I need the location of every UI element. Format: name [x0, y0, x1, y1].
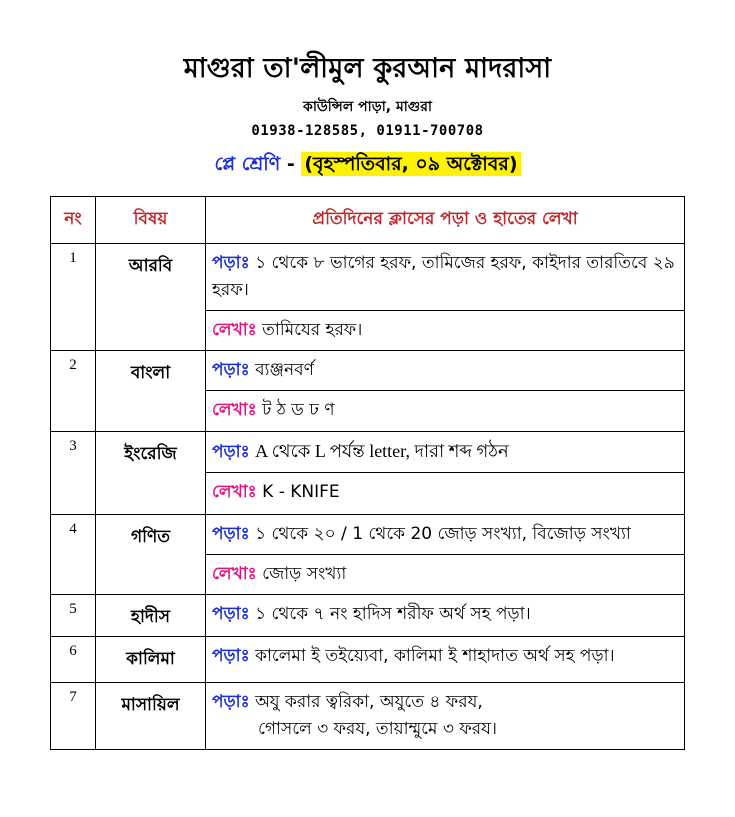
row-number: 4 [51, 515, 96, 595]
read-label: পড়াঃ [212, 524, 250, 544]
row-subject: বাংলা [96, 351, 206, 432]
row-subject: কালিমা [96, 637, 206, 683]
read-label: পড়াঃ [212, 253, 250, 273]
write-label: লেখাঃ [212, 320, 257, 340]
read-text: ব্যঞ্জনবর্ণ [255, 360, 314, 380]
row-subject: গণিত [96, 515, 206, 595]
read-text: ১ থেকে ৮ ভাগের হরফ, তামিজের হরফ, কাইদার তারতিবে ২৯ হরফ। [212, 253, 675, 300]
write-label: লেখাঃ [212, 400, 257, 420]
read-label: পড়াঃ [212, 442, 250, 462]
read-label: পড়াঃ [212, 692, 250, 712]
read-label: পড়াঃ [212, 604, 250, 624]
row-read [206, 595, 685, 637]
class-date: (বৃহস্পতিবার, ০৯ অক্টোবর) [301, 152, 520, 176]
school-title: মাগুরা তা'লীমুল কুরআন মাদরাসা [183, 53, 552, 84]
header-description: প্রতিদিনের ক্লাসের পড়া ও হাতের লেখা [206, 197, 685, 244]
read-text-line2: গোসলে ৩ ফরয, তায়াম্মুমে ৩ ফরয। [258, 719, 497, 739]
table-row [51, 351, 685, 391]
read-text-line1: অযু করার ত্বরিকা, অযুতে ৪ ফরয, [255, 692, 483, 712]
write-text: ট ঠ ড ঢ ণ [262, 400, 335, 420]
write-text: K - KNIFE [262, 482, 340, 502]
table-row [51, 637, 685, 683]
row-read [206, 432, 685, 473]
row-write [206, 555, 685, 595]
table-row [51, 595, 685, 637]
row-number: 7 [51, 683, 96, 750]
read-text: ১ থেকে ৭ নং হাদিস শরীফ অর্থ সহ পড়া। [255, 604, 531, 624]
class-date-line [0, 150, 735, 182]
row-read [206, 351, 685, 391]
table-row [51, 515, 685, 555]
write-label: লেখাঃ [212, 564, 257, 584]
row-number: 2 [51, 351, 96, 432]
read-text: কালেমা ই তইয়্যেবা, কালিমা ই শাহাদাত অর্থ সহ পড়া। [255, 646, 615, 666]
row-subject: হাদীস [96, 595, 206, 637]
row-read [206, 515, 685, 555]
read-text: A থেকে L পর্যন্ত letter, দারা শব্দ গঠন [255, 441, 509, 461]
class-name: প্লে শ্রেণি [214, 153, 281, 175]
table-row [51, 432, 685, 473]
row-number: 1 [51, 244, 96, 351]
table-row [51, 683, 685, 750]
header-no: নং [51, 197, 96, 244]
row-subject: মাসায়িল [96, 683, 206, 750]
row-number: 6 [51, 637, 96, 683]
row-read [206, 683, 685, 750]
write-text: তামিযের হরফ। [262, 320, 363, 340]
row-number: 3 [51, 432, 96, 515]
row-read [206, 637, 685, 683]
table-header-row [51, 197, 685, 244]
read-text: ১ থেকে ২০ / 1 থেকে 20 জোড় সংখ্যা, বিজোড় সংখ্যা [255, 524, 631, 544]
phone-numbers: 01938-128585, 01911-700708 [251, 123, 484, 139]
row-number: 5 [51, 595, 96, 637]
row-subject: আরবি [96, 244, 206, 351]
row-subject: ইংরেজি [96, 432, 206, 515]
read-label: পড়াঃ [212, 360, 250, 380]
row-write [206, 391, 685, 432]
read-label: পড়াঃ [212, 646, 250, 666]
write-text: জোড় সংখ্যা [262, 564, 347, 584]
separator-dash: - [280, 153, 302, 175]
routine-table [50, 196, 685, 750]
row-read [206, 244, 685, 311]
row-write [206, 473, 685, 515]
write-label: লেখাঃ [212, 482, 257, 502]
school-address: কাউন্সিল পাড়া, মাগুরা [303, 99, 432, 115]
table-row [51, 244, 685, 311]
header-subject: বিষয় [96, 197, 206, 244]
row-write [206, 311, 685, 351]
